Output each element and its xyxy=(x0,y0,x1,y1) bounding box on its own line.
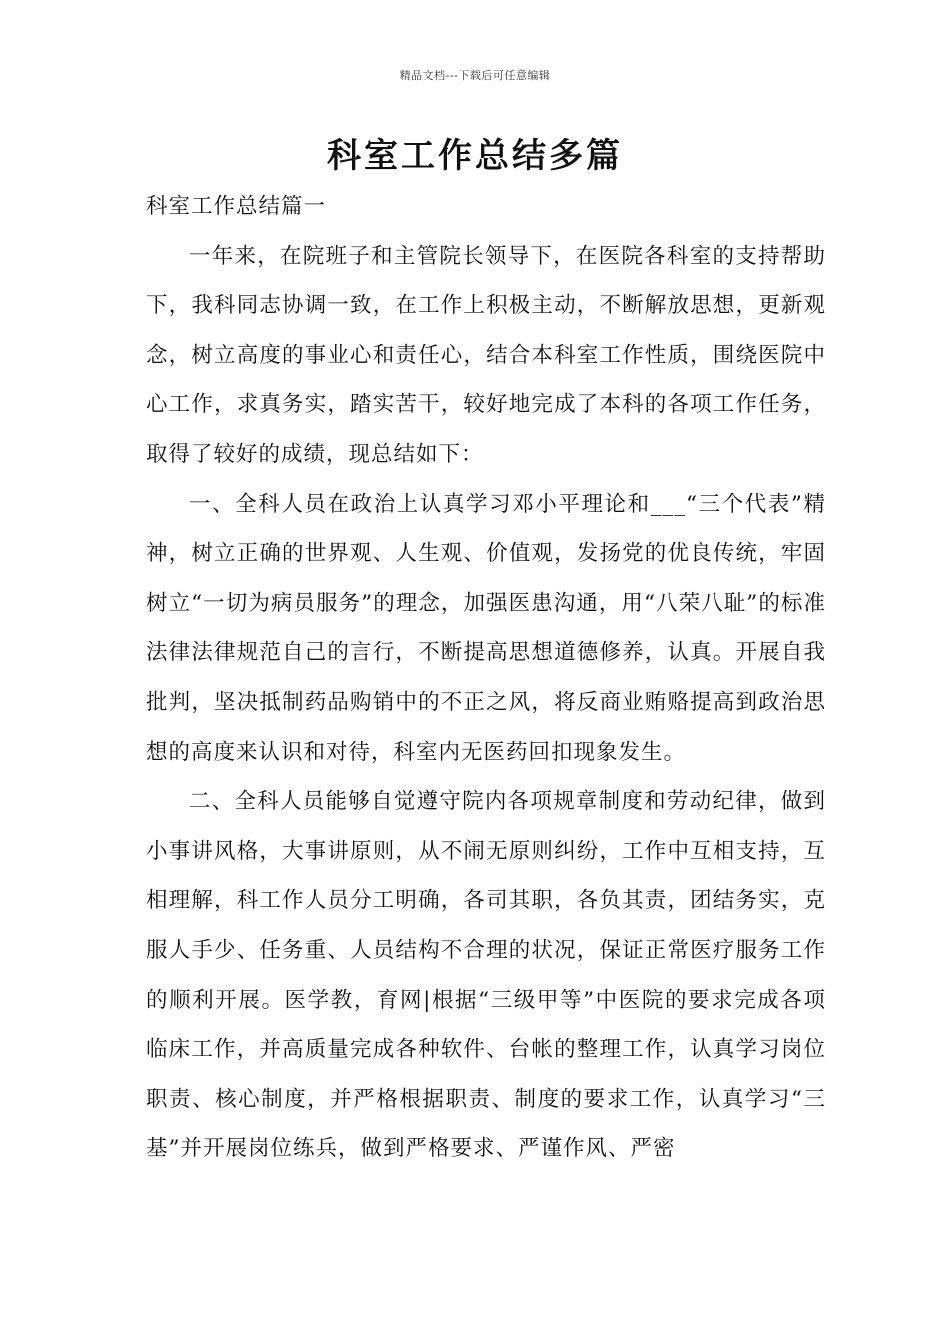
paragraph-one: 一、全科人员在政治上认真学习邓小平理论和___“三个代表”精神，树立正确的世界观、人生观、价值观，发扬党的优良传统，牢固树立“一切为病员服务”的理念，加强医患沟通，用“八荣八耻”的标准法律法律规范自己的言行，不断提高思想道德修养，认真。开展自我批判，坚决抵制药品购销中的不正之风，将反商业贿赂提高到政治思想的高度来认识和对待，科室内无医药回扣现象发生。 xyxy=(146,491,826,765)
document-title: 科室工作总结多篇 xyxy=(327,136,623,176)
section-heading: 科室工作总结篇一 xyxy=(146,194,327,219)
document-body xyxy=(146,182,826,1174)
header-note: 精品文档---下载后可任意编辑 xyxy=(399,69,551,82)
paragraph-intro: 一年来，在院班子和主管院长领导下，在医院各科室的支持帮助下，我科同志协调一致，在工作上积极主动，不断解放思想，更新观念，树立高度的事业心和责任心，结合本科室工作性质，围绕医院中心工作，求真务实，踏实苦干，较好地完成了本科的各项工作任务，取得了较好的成绩，现总结如下： xyxy=(146,243,826,467)
paragraph-two: 二、全科人员能够自觉遵守院内各项规章制度和劳动纪律，做到小事讲风格，大事讲原则，从不闹无原则纠纷，工作中互相支持，互相理解，科工作人员分工明确，各司其职，各负其责，团结务实，克服人手少、任务重、人员结构不合理的状况，保证正常医疗服务工作的顺利开展。医学教，育网|根据“三级甲等”中医院的要求完成各项临床工作，并高质量完成各种软件、台帐的整理工作，认真学习岗位职责、核心制度，并严格根据职责、制度的要求工作，认真学习“三基”并开展岗位练兵，做到严格要求、严谨作风、严密 xyxy=(146,789,826,1162)
